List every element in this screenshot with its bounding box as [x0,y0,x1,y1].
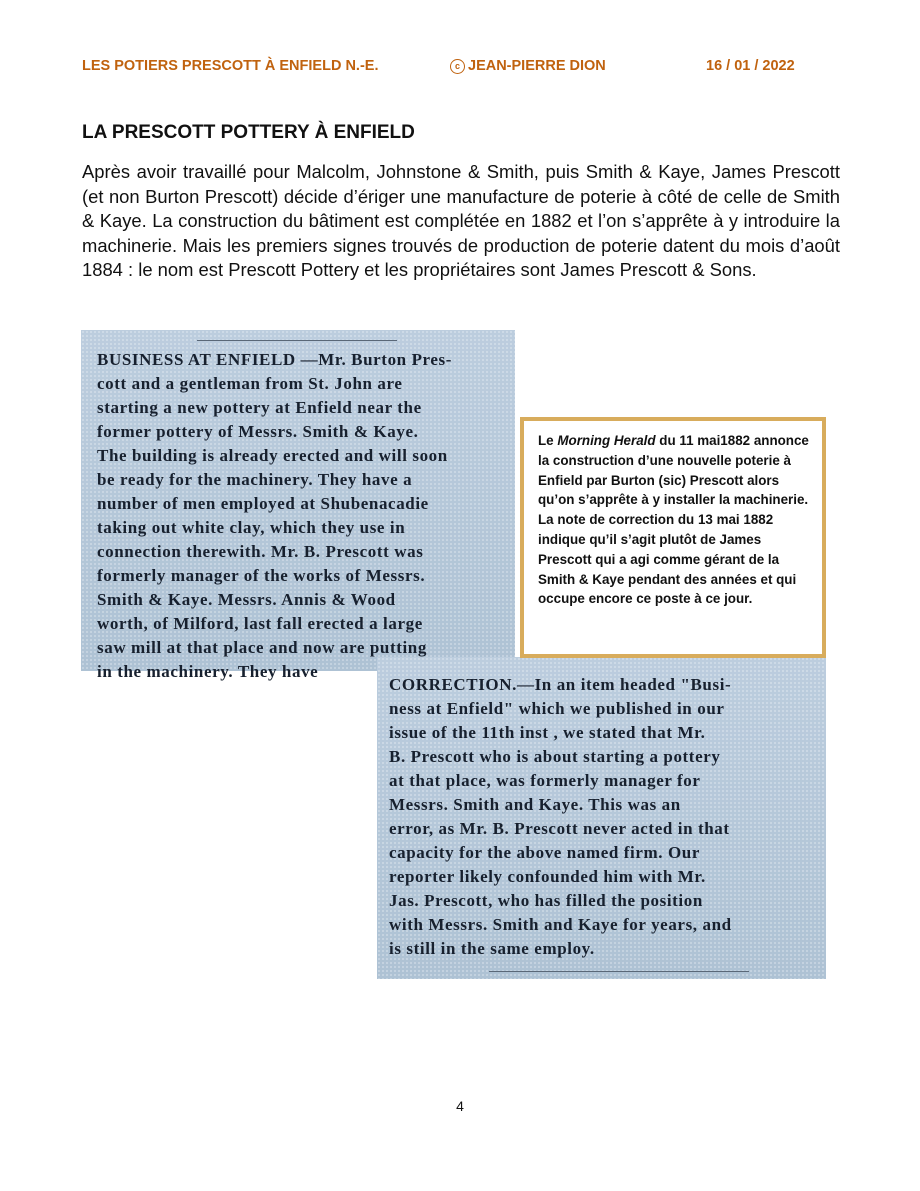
clipping-rule [197,340,397,344]
clipping-line: at that place, was formerly manager for [389,771,701,790]
clipping-line: Messrs. Smith and Kaye. This was an [389,795,681,814]
note-text-rest: du 11 mai1882 annonce la construction d’une nouvelle poterie à Enfield par Burton (sic) Prescott alors qu’on s’apprête à y installer la machinerie. La note de correction du 13 mai 1882 indique qu’il s’agit plutôt de James Prescott qui a agi comme gérant de la Smith & Kaye pendant des années et qui occupe encore ce poste à ce jour. [538,433,809,607]
clipping-line: issue of the 11th inst , we stated that Mr. [389,723,706,742]
header-author-name: JEAN-PIERRE DION [468,58,606,74]
caption-note-box [520,417,826,658]
clipping-line: reporter likely confounded him with Mr. [389,867,706,886]
clipping-line: error, as Mr. B. Prescott never acted in that [389,819,730,838]
clipping-line: formerly manager of the works of Messrs. [97,566,426,585]
clipping-line: former pottery of Messrs. Smith & Kaye. [97,422,419,441]
clipping-line: ness at Enfield" which we published in our [389,699,725,718]
note-text-start: Le [538,433,558,448]
clipping-line: in the machinery. They have [97,662,319,681]
clipping-line: saw mill at that place and now are putting [97,638,427,657]
note-newspaper-name: Morning Herald [557,433,656,448]
clipping-line: Smith & Kaye. Messrs. Annis & Wood [97,590,396,609]
clipping-line: with Messrs. Smith and Kaye for years, and [389,915,732,934]
clipping-line: worth, of Milford, last fall erected a large [97,614,423,633]
header-series-title: LES POTIERS PRESCOTT À ENFIELD N.-E. [82,58,379,74]
clipping-line: be ready for the machinery. They have a [97,470,413,489]
clipping-line: starting a new pottery at Enfield near the [97,398,422,417]
clipping-line: connection therewith. Mr. B. Prescott was [97,542,424,561]
page-title: LA PRESCOTT POTTERY À ENFIELD [82,122,415,143]
copyright-icon: c [450,59,465,74]
clipping-line: number of men employed at Shubenacadie [97,494,429,513]
newspaper-clipping-correction [377,657,826,979]
clipping-line: Jas. Prescott, who has filled the position [389,891,703,910]
clipping-line: B. Prescott who is about starting a pottery [389,747,721,766]
clipping-line: capacity for the above named firm. Our [389,843,700,862]
header-author [450,58,606,74]
clipping-line: taking out white clay, which they use in [97,518,406,537]
clipping-line: is still in the same employ. [389,939,595,958]
header-date: 16 / 01 / 2022 [706,58,795,74]
clipping-line: The building is already erected and will soon [97,446,448,465]
clipping-line: BUSINESS AT ENFIELD —Mr. Burton Pres- [97,350,453,369]
clipping-line: cott and a gentleman from St. John are [97,374,403,393]
clipping-line: CORRECTION.—In an item headed "Busi- [389,675,732,694]
newspaper-clipping-business-at-enfield [81,330,515,681]
page-number: 4 [456,1098,464,1114]
clipping-rule [489,971,749,972]
intro-paragraph: Après avoir travaillé pour Malcolm, Johnstone & Smith, puis Smith & Kaye, James Prescott (et non Burton Prescott) décide d’ériger une manufacture de poterie à côté de celle de Smith & Kaye. La construction du bâtiment est complétée en 1882 et l’on s’apprête à y introduire la machinerie. Mais les premiers signes trouvés de production de poterie datent du mois d’août 1884 : le nom est Prescott Pottery et les propriétaires sont James Prescott & Sons. [82,161,840,281]
